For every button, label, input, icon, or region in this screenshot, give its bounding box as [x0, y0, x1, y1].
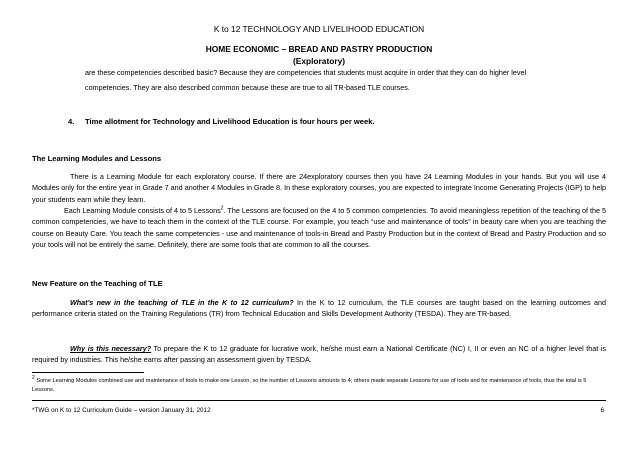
modules-paragraph-1-text: There is a Learning Module for each exploratory course. If there are 24exploratory courses then you have 24 Learning Modules in your hands. But you will use 4 Modules only for the entire year in Grade 7 and another 4 Modules in Grade 8. In these exploratory courses, you are expected to integrate Income Generating Projects (IGP) to help your students earn while they learn.	[32, 172, 606, 204]
section-heading-feature: New Feature on the Teaching of TLE	[32, 279, 163, 288]
page-number: 6	[600, 407, 604, 414]
modules-paragraph-2-text-b: . The Lessons are focused on the 4 to 5 common competencies. To avoid meaningless repetition of the teaching of the 5 common competencies, we have to teach them in the context of the TLE course. For example, you teach “use and maintenance of tools” in beauty care when you are teaching the course on Beauty Care. You teach the same competencies - use and maintenance of tools-in Bread and Pastry Production but in the context of Bread and Pastry Production and so your tools will not be entirely the same. Definitely, there are some tools that are common to all the courses.	[32, 206, 607, 249]
footnote-marker: 2	[32, 375, 35, 382]
feature-paragraph-1	[32, 297, 606, 320]
header-program-title: K to 12 TECHNOLOGY AND LIVELIHOOD EDUCATION	[213, 24, 425, 34]
item-4-text: Time allotment for Technology and Livelihood Education is four hours per week.	[85, 117, 375, 126]
intro-line-2: competencies. They are also described common because these are true to all TR-based TLE courses.	[85, 83, 410, 92]
footnote-divider	[32, 372, 144, 373]
footnote-text: Some Learning Modules combined use and maintenance of tools to make one Lesson, so the number of Lessons amounts to 4; others made separate Lessons for use of tools and for maintenance of tools, thus the total is 5 Lessons.	[32, 378, 587, 393]
feature-question-2: Why is this necessary?	[70, 344, 152, 353]
section-heading-modules: The Learning Modules and Lessons	[32, 154, 162, 163]
feature-paragraph-2-text: To prepare the K to 12 graduate for lucrative work, he/she must earn a National Certificate (NC) I, II or even an NC of a higher level that is required by industries. This he/she earns after passing an assessment given by TESDA.	[32, 344, 606, 365]
header-course-subtitle: (Exploratory)	[292, 56, 346, 66]
intro-line-1: are these competencies described basic? Because they are competencies that students must acquire in order that they can do higher level	[85, 68, 527, 77]
modules-paragraph-1	[32, 171, 606, 205]
footnote-reference: 2	[220, 205, 224, 212]
footer-divider	[32, 400, 606, 401]
item-4-number: 4.	[68, 117, 75, 126]
modules-paragraph-2-text-a: Each Learning Module consists of 4 to 5 Lessons	[64, 206, 221, 215]
footnote	[32, 377, 606, 395]
feature-question-1: What's new in the teaching of TLE in the K to 12 curriculum?	[70, 298, 294, 307]
feature-paragraph-1-text: In the K to 12 curriculum, the TLE courses are taught based on the learning outcomes and performance criteria stated on the Training Regulations (TR) from Technical Education and Skills Development Authority (TESDA). They are TR-based.	[32, 298, 606, 319]
modules-paragraph-2	[32, 205, 606, 250]
feature-paragraph-2	[32, 343, 606, 366]
footer-version: *TWG on K to 12 Curriculum Guide – version January 31, 2012	[32, 407, 211, 414]
header-course-title: HOME ECONOMIC – BREAD AND PASTRY PRODUCTION	[205, 44, 433, 54]
